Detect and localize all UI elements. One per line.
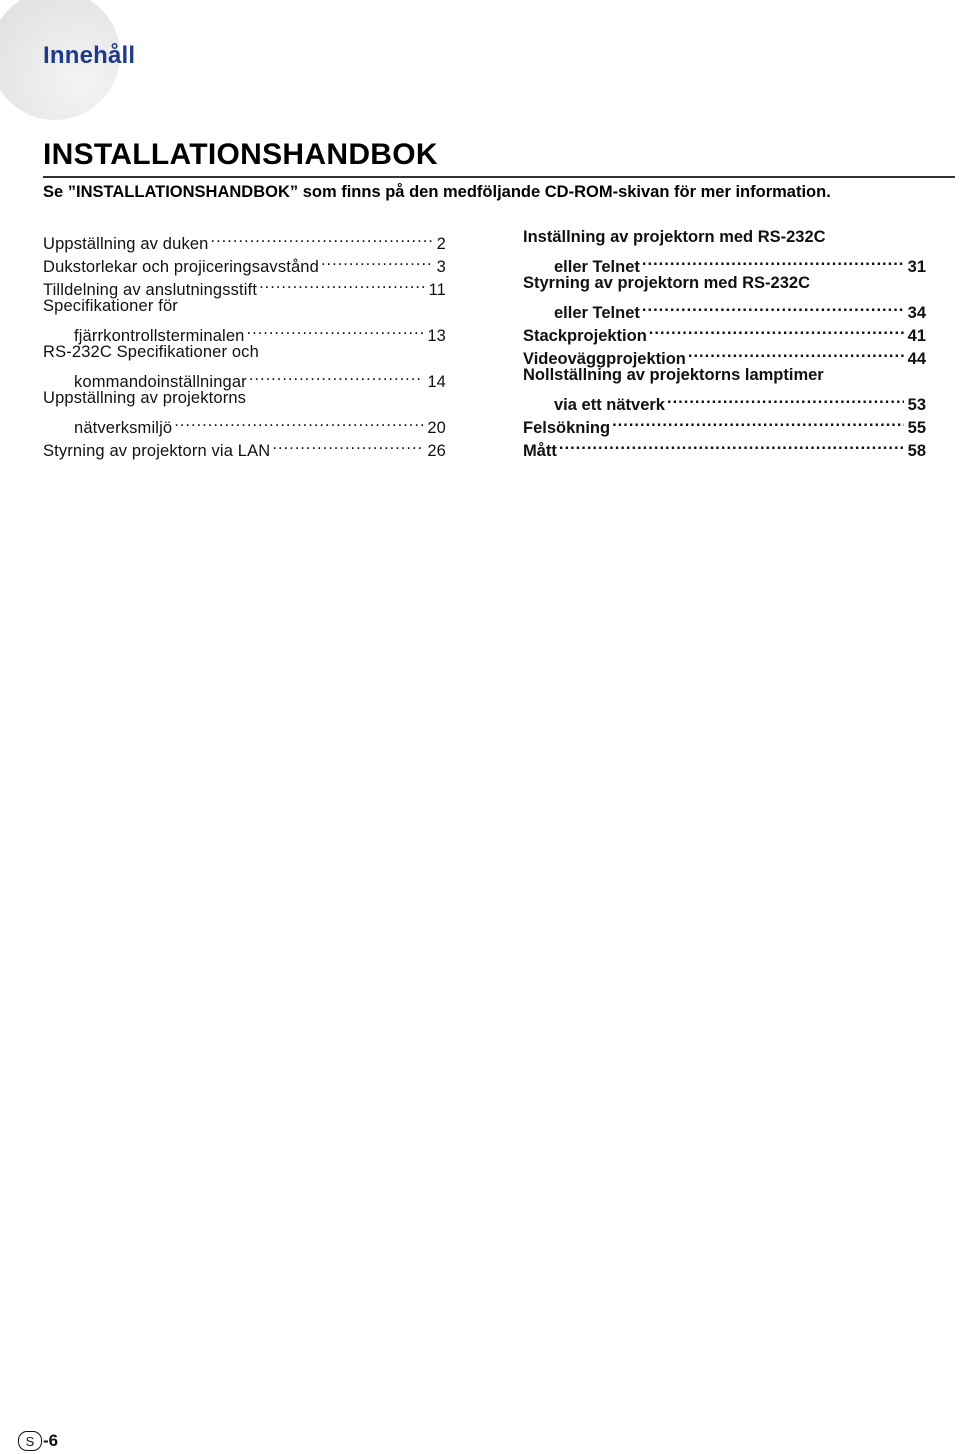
toc-leader-dots bbox=[559, 433, 904, 456]
toc-entry-first-line[interactable] bbox=[523, 272, 926, 295]
manual-title: INSTALLATIONSHANDBOK bbox=[43, 138, 438, 171]
toc-entry-text: RS-232C Specifikationer och bbox=[43, 343, 259, 361]
toc-entry-continuation[interactable] bbox=[523, 295, 926, 322]
toc-left-column bbox=[43, 226, 446, 460]
intro-text: Se ”INSTALLATIONSHANDBOK” som finns på den medföljande CD-ROM-skivan för mer information. bbox=[43, 183, 831, 201]
toc-entry[interactable] bbox=[43, 226, 446, 253]
toc-page-number: 3 bbox=[436, 258, 446, 276]
toc-entry-text: Nollställning av projektorns lamptimer bbox=[523, 366, 824, 384]
toc-page-number: 11 bbox=[428, 281, 446, 299]
toc-leader-dots bbox=[642, 295, 904, 318]
toc-page-number: 26 bbox=[427, 442, 446, 460]
toc-entry-continuation[interactable] bbox=[43, 410, 446, 437]
toc-entry-text: via ett nätverk bbox=[554, 396, 665, 414]
toc-leader-dots bbox=[174, 410, 423, 433]
toc-entry-text: Styrning av projektorn via LAN bbox=[43, 442, 271, 460]
toc-entry-text: eller Telnet bbox=[554, 258, 640, 276]
toc-page-number: 31 bbox=[907, 258, 926, 276]
toc-entry-text: Mått bbox=[523, 442, 557, 460]
toc-entry-text: Uppställning av duken bbox=[43, 235, 209, 253]
toc-entry-text: kommandoinställningar bbox=[74, 373, 247, 391]
language-badge: S bbox=[18, 1431, 42, 1451]
toc-leader-dots bbox=[321, 249, 433, 272]
toc-leader-dots bbox=[259, 272, 424, 295]
toc-leader-dots bbox=[249, 364, 424, 387]
toc-entry-text: Specifikationer för bbox=[43, 297, 178, 315]
toc-page-number: 34 bbox=[907, 304, 926, 322]
toc-leader-dots bbox=[612, 410, 904, 433]
toc-entry-text: Stackprojektion bbox=[523, 327, 647, 345]
toc-entry-text: fjärrkontrollsterminalen bbox=[74, 327, 245, 345]
toc-leader-dots bbox=[688, 341, 904, 364]
toc-entry-continuation[interactable] bbox=[523, 249, 926, 276]
toc-entry-continuation[interactable] bbox=[43, 364, 446, 391]
toc-entry-text: nätverksmiljö bbox=[74, 419, 173, 437]
toc-entry-first-line[interactable] bbox=[43, 341, 446, 364]
toc-entry-first-line[interactable] bbox=[523, 364, 926, 387]
toc-entry-text: Felsökning bbox=[523, 419, 611, 437]
toc-page-number: 44 bbox=[907, 350, 926, 368]
page-number: -6 bbox=[43, 1431, 59, 1450]
toc-entry-text: Videoväggprojektion bbox=[523, 350, 686, 368]
toc-page-number: 14 bbox=[427, 373, 446, 391]
toc-page-number: 20 bbox=[427, 419, 446, 437]
toc-entry-text: Styrning av projektorn med RS-232C bbox=[523, 274, 810, 292]
toc-entry-text: Dukstorlekar och projiceringsavstånd bbox=[43, 258, 319, 276]
toc-entry-continuation[interactable] bbox=[523, 387, 926, 414]
toc-leader-dots bbox=[642, 249, 904, 272]
toc-entry-first-line[interactable] bbox=[523, 226, 926, 249]
toc-entry-text: Inställning av projektorn med RS-232C bbox=[523, 228, 826, 246]
toc-entry-first-line[interactable] bbox=[43, 387, 446, 410]
toc-leader-dots bbox=[211, 226, 433, 249]
section-heading: Innehåll bbox=[43, 42, 136, 69]
toc-page-number: 53 bbox=[907, 396, 926, 414]
toc-page-number: 58 bbox=[907, 442, 926, 460]
toc-leader-dots bbox=[272, 433, 423, 456]
toc-page-number: 55 bbox=[907, 419, 926, 437]
toc-page-number: 2 bbox=[436, 235, 446, 253]
toc-entry[interactable] bbox=[523, 433, 926, 460]
toc-leader-dots bbox=[247, 318, 424, 341]
toc-entry-text: Tilldelning av anslutningsstift bbox=[43, 281, 258, 299]
page-footer bbox=[18, 1431, 58, 1451]
toc-right-column bbox=[523, 226, 926, 460]
toc-leader-dots bbox=[649, 318, 904, 341]
toc-page-number: 13 bbox=[427, 327, 446, 345]
toc-entry-text: eller Telnet bbox=[554, 304, 640, 322]
toc-leader-dots bbox=[667, 387, 904, 410]
title-divider bbox=[43, 176, 955, 178]
toc-entry-continuation[interactable] bbox=[43, 318, 446, 345]
toc-entry-text: Uppställning av projektorns bbox=[43, 389, 247, 407]
toc-page-number: 41 bbox=[907, 327, 926, 345]
